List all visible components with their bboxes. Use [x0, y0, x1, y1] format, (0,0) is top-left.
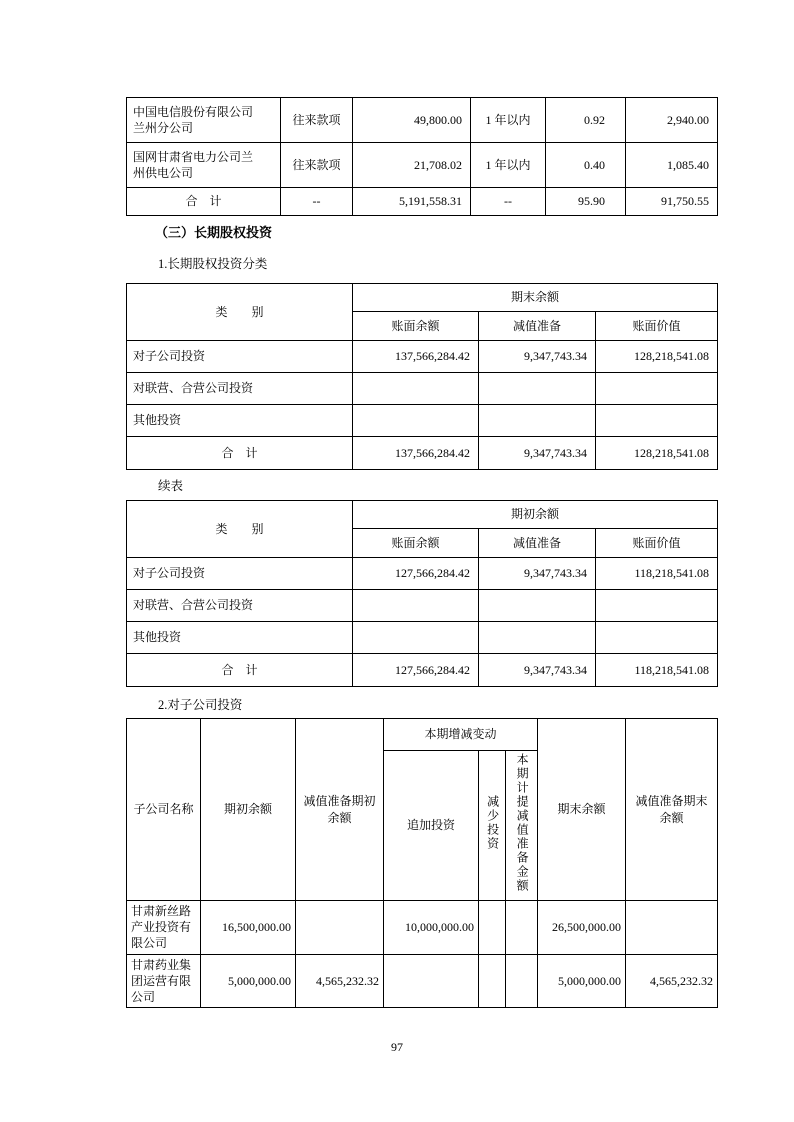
table-row — [127, 341, 718, 373]
header-closing-balance: 期末余额 — [538, 719, 626, 901]
cell-ratio: 95.90 — [546, 188, 626, 216]
header-book-balance: 账面余额 — [353, 529, 479, 558]
header-category: 类 别 — [127, 501, 353, 558]
cell-impairment: 9,347,743.34 — [479, 437, 596, 470]
cell-nature: 往来款项 — [281, 143, 353, 188]
cell-nature: 往来款项 — [281, 98, 353, 143]
cell-impairment-closing — [626, 901, 718, 955]
cell-ratio: 0.92 — [546, 98, 626, 143]
cell-amount: 5,191,558.31 — [353, 188, 471, 216]
cell-bad-debt: 1,085.40 — [626, 143, 718, 188]
cell-category: 对子公司投资 — [127, 558, 353, 590]
cell-book-value: 128,218,541.08 — [596, 341, 718, 373]
cell-closing-balance: 5,000,000.00 — [538, 954, 626, 1008]
cell-category: 其他投资 — [127, 622, 353, 654]
table-row — [127, 558, 718, 590]
cell-category: 对子公司投资 — [127, 341, 353, 373]
header-book-value: 账面价值 — [596, 529, 718, 558]
cell-book-balance: 137,566,284.42 — [353, 437, 479, 470]
cell-bad-debt: 91,750.55 — [626, 188, 718, 216]
cell-impairment: 9,347,743.34 — [479, 558, 596, 590]
cell-total-label: 合 计 — [127, 188, 281, 216]
cell-amount: 21,708.02 — [353, 143, 471, 188]
subsidiary-investment-table — [126, 718, 718, 1008]
table-header-row — [127, 501, 718, 529]
cell-book-balance — [353, 590, 479, 622]
header-span-opening: 期初余额 — [353, 501, 718, 529]
vertical-header-text: 本期计提减值准备金额 — [515, 753, 530, 894]
cell-impairment — [479, 590, 596, 622]
table-row — [127, 373, 718, 405]
cell-aging: -- — [471, 188, 546, 216]
cell-book-balance — [353, 405, 479, 437]
cell-book-value: 118,218,541.08 — [596, 558, 718, 590]
cell-category: 对联营、合营公司投资 — [127, 590, 353, 622]
cell-subsidiary-name: 甘肃新丝路产业投资有限公司 — [127, 901, 201, 955]
lti-closing-table — [126, 283, 718, 470]
table-total-row — [127, 654, 718, 687]
cell-bad-debt: 2,940.00 — [626, 98, 718, 143]
lti-opening-table — [126, 500, 718, 687]
cell-decrease-investment — [479, 954, 506, 1008]
table-row — [127, 622, 718, 654]
cell-additional-investment: 10,000,000.00 — [384, 901, 479, 955]
header-opening-balance: 期初余额 — [201, 719, 296, 901]
header-book-balance: 账面余额 — [353, 312, 479, 341]
cell-book-balance — [353, 373, 479, 405]
table-row — [127, 901, 718, 955]
table-total-row — [127, 188, 718, 216]
receivables-table — [126, 97, 718, 216]
table-header-row — [127, 284, 718, 312]
section-heading: （三）长期股权投资 — [155, 225, 273, 240]
cell-book-value: 118,218,541.08 — [596, 654, 718, 687]
header-impairment: 减值准备 — [479, 529, 596, 558]
cell-total-label: 合 计 — [127, 437, 353, 470]
cell-category: 其他投资 — [127, 405, 353, 437]
cell-impairment — [479, 405, 596, 437]
header-category: 类 别 — [127, 284, 353, 341]
cell-book-value — [596, 622, 718, 654]
table-row — [127, 590, 718, 622]
cell-book-balance — [353, 622, 479, 654]
cell-nature: -- — [281, 188, 353, 216]
table-header-row — [127, 719, 718, 751]
cell-book-value — [596, 373, 718, 405]
cell-category: 对联营、合营公司投资 — [127, 373, 353, 405]
cell-aging: 1 年以内 — [471, 143, 546, 188]
subsection-heading-1: 1.长期股权投资分类 — [158, 257, 268, 271]
cell-aging: 1 年以内 — [471, 98, 546, 143]
vertical-header-text: 减少投资 — [485, 795, 500, 852]
cell-ratio: 0.40 — [546, 143, 626, 188]
cell-impairment-opening — [296, 901, 384, 955]
cell-impairment: 9,347,743.34 — [479, 341, 596, 373]
header-additional-investment: 追加投资 — [384, 751, 479, 901]
header-impairment-accrued — [506, 751, 538, 901]
cell-company-name: 国网甘肃省电力公司兰州供电公司 — [127, 143, 281, 188]
cell-book-value — [596, 590, 718, 622]
cell-book-value — [596, 405, 718, 437]
table-row — [127, 143, 718, 188]
header-span-closing: 期末余额 — [353, 284, 718, 312]
cell-book-balance: 137,566,284.42 — [353, 341, 479, 373]
cell-company-name: 中国电信股份有限公司兰州分公司 — [127, 98, 281, 143]
cell-impairment-opening: 4,565,232.32 — [296, 954, 384, 1008]
cell-impairment-accrued — [506, 901, 538, 955]
header-subsidiary-name: 子公司名称 — [127, 719, 201, 901]
cell-impairment-closing: 4,565,232.32 — [626, 954, 718, 1008]
cell-book-balance: 127,566,284.42 — [353, 654, 479, 687]
table-row — [127, 954, 718, 1008]
table-total-row — [127, 437, 718, 470]
cell-total-label: 合 计 — [127, 654, 353, 687]
header-change-span: 本期增减变动 — [384, 719, 538, 751]
cell-impairment-accrued — [506, 954, 538, 1008]
subsection-heading-2: 2.对子公司投资 — [158, 698, 243, 712]
cell-impairment — [479, 622, 596, 654]
header-book-value: 账面价值 — [596, 312, 718, 341]
cell-book-value: 128,218,541.08 — [596, 437, 718, 470]
cell-opening-balance: 16,500,000.00 — [201, 901, 296, 955]
cell-amount: 49,800.00 — [353, 98, 471, 143]
cell-opening-balance: 5,000,000.00 — [201, 954, 296, 1008]
cell-decrease-investment — [479, 901, 506, 955]
continued-table-label: 续表 — [158, 479, 184, 493]
cell-subsidiary-name: 甘肃药业集团运营有限公司 — [127, 954, 201, 1008]
cell-additional-investment — [384, 954, 479, 1008]
table-row — [127, 98, 718, 143]
cell-book-balance: 127,566,284.42 — [353, 558, 479, 590]
header-decrease-investment — [479, 751, 506, 901]
page-number: 97 — [391, 1040, 403, 1054]
header-impairment-opening: 减值准备期初余额 — [296, 719, 384, 901]
cell-impairment — [479, 373, 596, 405]
header-impairment: 减值准备 — [479, 312, 596, 341]
table-row — [127, 405, 718, 437]
cell-impairment: 9,347,743.34 — [479, 654, 596, 687]
cell-closing-balance: 26,500,000.00 — [538, 901, 626, 955]
header-impairment-closing: 减值准备期末余额 — [626, 719, 718, 901]
